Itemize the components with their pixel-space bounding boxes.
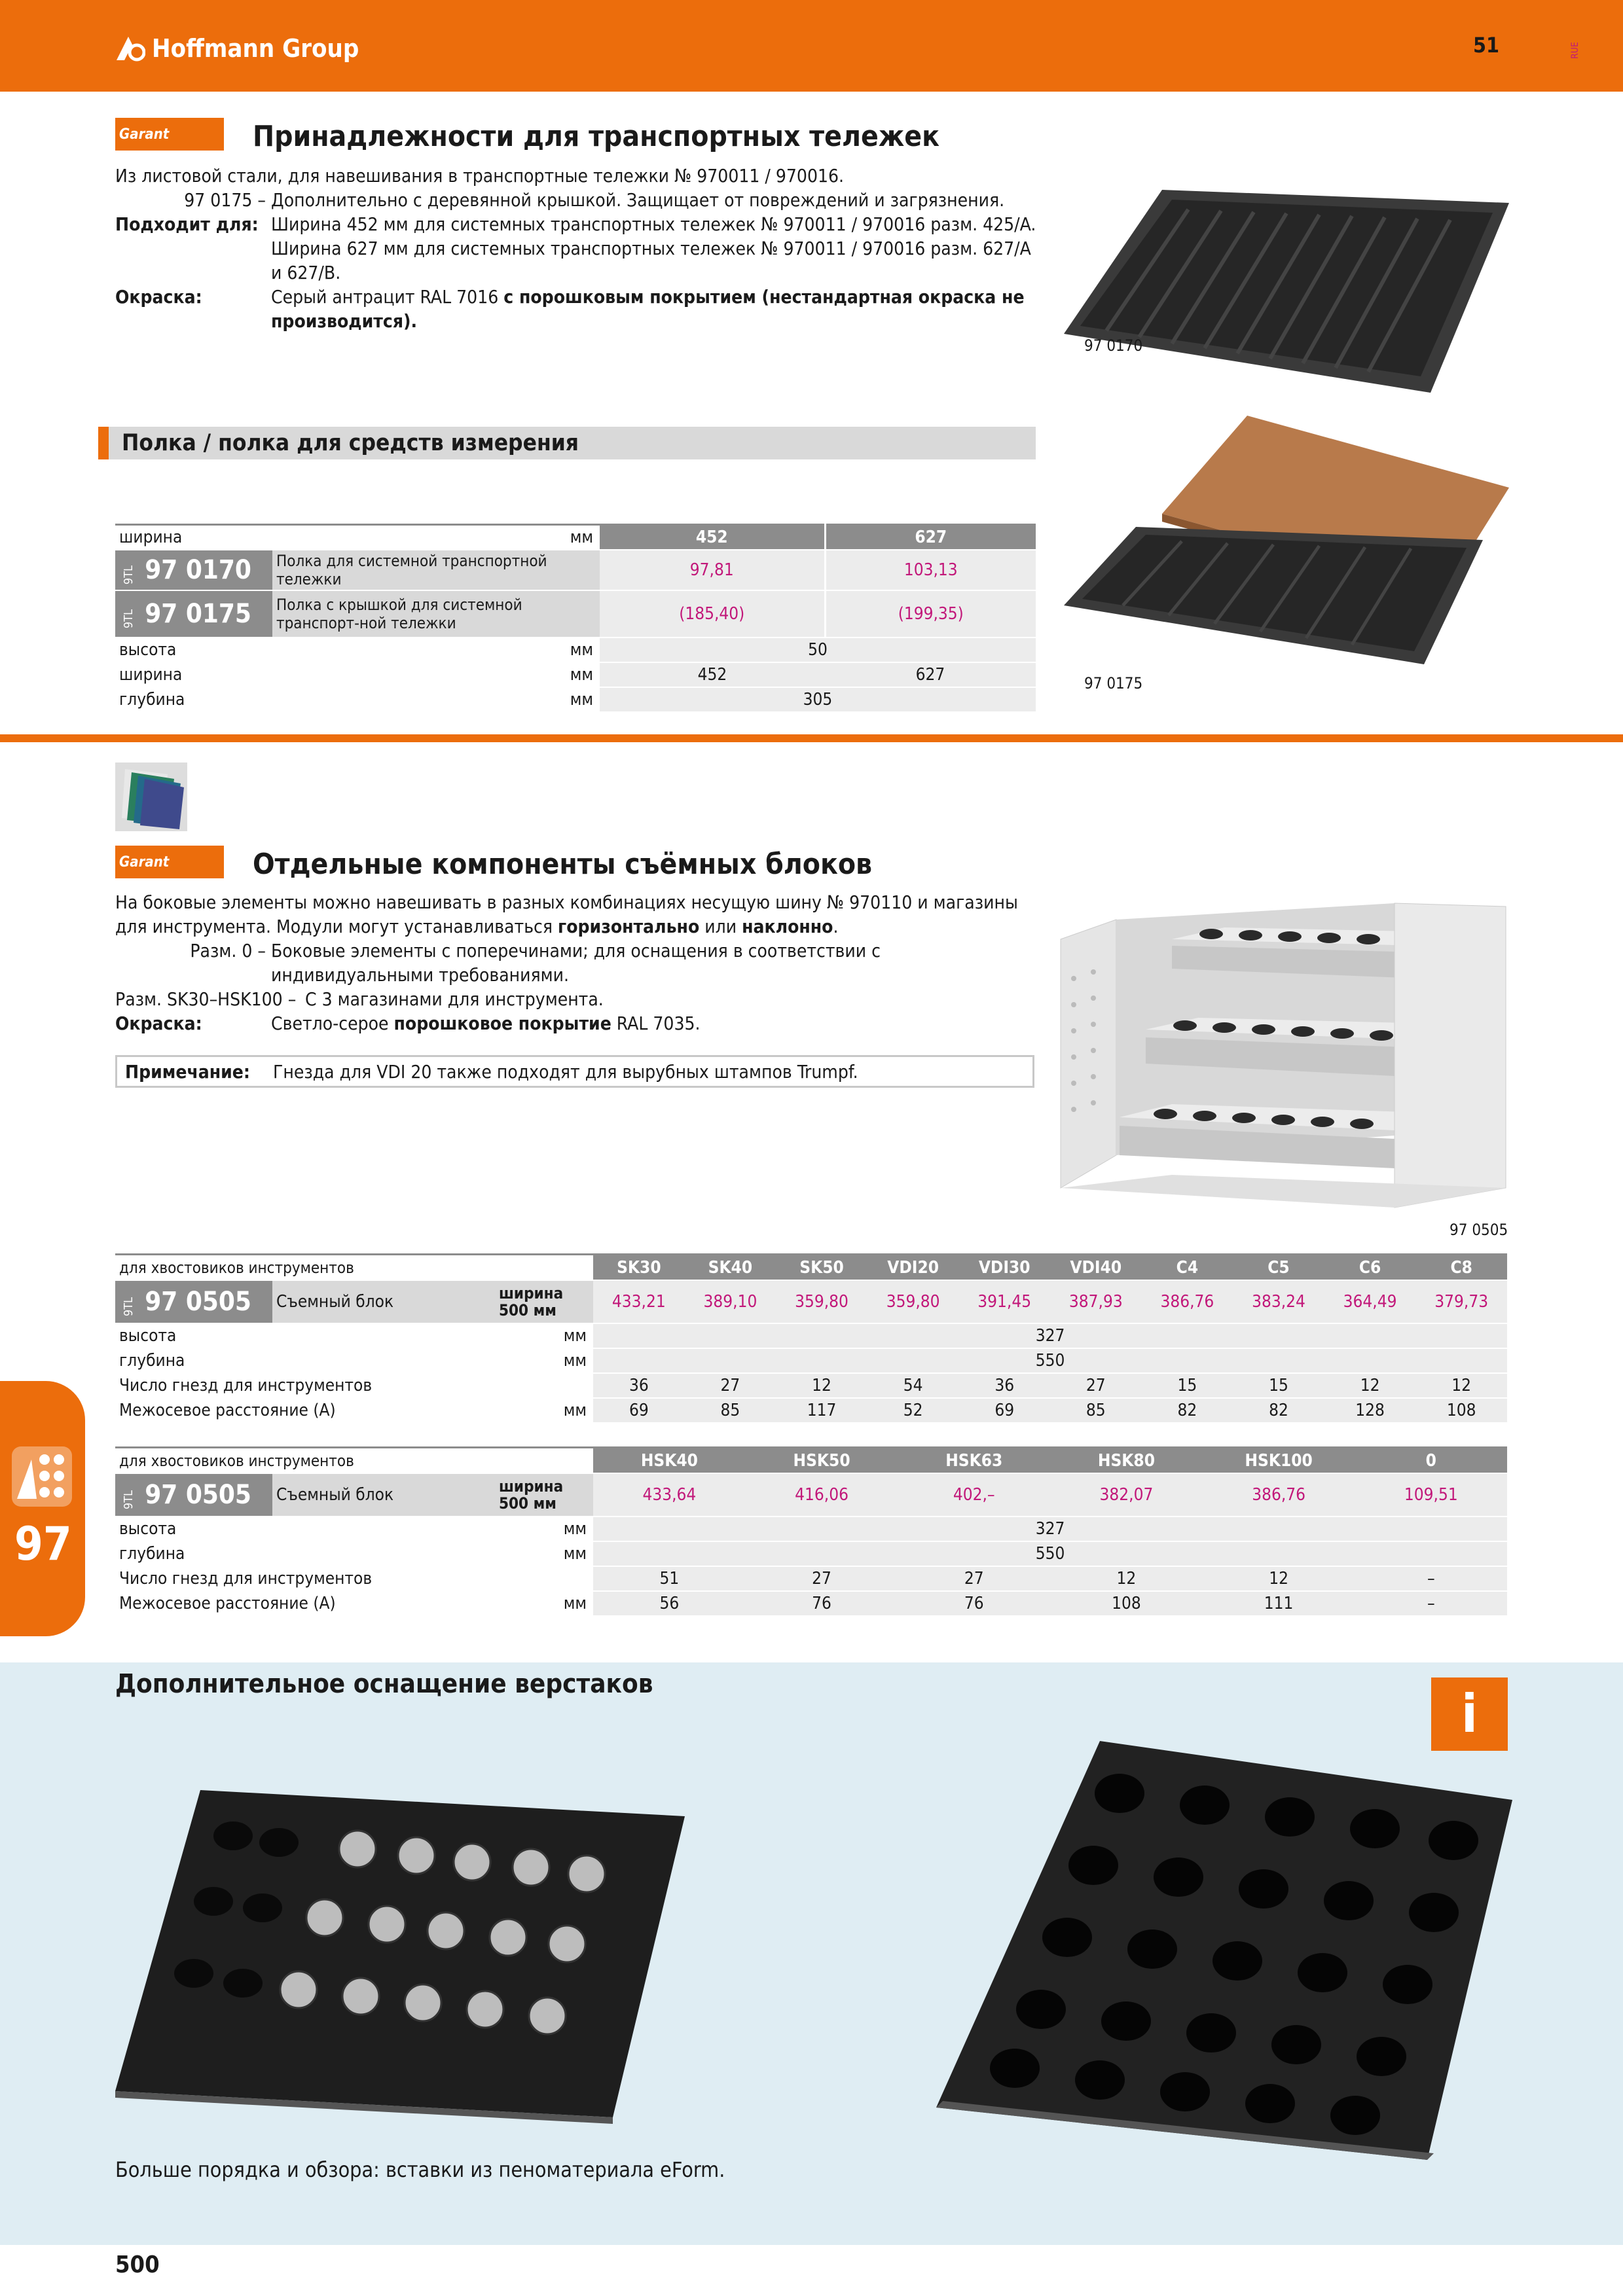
image-caption: 97 0175 (1084, 674, 1143, 692)
info-icon[interactable]: i (1431, 1677, 1508, 1751)
article-number: 9TL 97 0170 (115, 550, 272, 590)
tray-image (1057, 183, 1516, 399)
garant-badge: Garant (115, 118, 224, 151)
blocks-table-2: для хвостовиков инструментов HSK40 HSK50 HSK63 HSK80 HSK100 0 9TL 97 0505 Съемный блок ширина 500 мм 433,64 416,06 402,– 382,07 386,76 109,51 высота мм 327 глубина мм 550 Число гнезд для инструментов 51 27 27 12 12 – Межосевое расстояние (A) мм 56 76 76 108 111 – (115, 1448, 1507, 1617)
price: 402,– (898, 1473, 1050, 1516)
section2-title: Отдельные компоненты съёмных блоков (253, 848, 873, 881)
price: 433,64 (593, 1473, 746, 1516)
footer-page-number: 500 (115, 2251, 160, 2278)
garant-badge: Garant (115, 846, 224, 878)
color-swatch-icon (115, 762, 187, 831)
price: 103,13 (825, 550, 1036, 590)
chapter-number: 97 (14, 1517, 72, 1571)
section1-description: Из листовой стали, для навешивания в транспортные тележки № 970011 / 970016. 97 0175 – Дополнительно с деревянной крышкой. Защищает от повреждений и загрязнения. Подходит для: Ширина 452 мм для системных транспортных тележек № 970011 / 970016 разм. 425/A. Ширина 627 мм для системных транспортных тележек № 970011 / 970016 разм. 627/A и 627/B. Окраска: Серый антрацит RAL 7016 с порошковым покрытием (нестандартная окраска не производится). (115, 165, 1036, 332)
price: 386,76 (1203, 1473, 1355, 1516)
logo-icon (115, 35, 145, 62)
price: 382,07 (1050, 1473, 1203, 1516)
bottom-title: Дополнительное оснащение верстаков (115, 1669, 653, 1699)
article-number: 9TL 97 0505 (115, 1473, 272, 1516)
price: 359,80 (776, 1280, 867, 1323)
foam-insert-collets-image (115, 1790, 724, 2124)
price: 433,21 (593, 1280, 685, 1323)
section1-title: Принадлежности для транспортных тележек (253, 120, 939, 153)
price: 387,93 (1050, 1280, 1142, 1323)
tool-block-image (1054, 880, 1512, 1224)
price: 97,81 (600, 550, 825, 590)
article-number: 9TL 97 0505 (115, 1280, 272, 1323)
price: 364,49 (1324, 1280, 1416, 1323)
price: 391,45 (958, 1280, 1050, 1323)
price: 386,76 (1142, 1280, 1233, 1323)
price: (199,35) (825, 590, 1036, 637)
chapter-tab[interactable] (0, 1381, 85, 1636)
price: 383,24 (1233, 1280, 1324, 1323)
price: 379,73 (1415, 1280, 1507, 1323)
image-caption: 97 0505 (1450, 1221, 1508, 1239)
language-code: RUE (1570, 42, 1580, 59)
price: 389,10 (685, 1280, 776, 1323)
section-divider (0, 734, 1623, 742)
article-number: 9TL 97 0175 (115, 590, 272, 637)
price: 359,80 (867, 1280, 959, 1323)
shelf-table: ширина мм 452 627 9TL 97 0170 Полка для системной транспортной тележки 97,81 103,13 9TL 97 0175 Полка с крышкой для системной транспорт-ной тележки (185,40) (199,35) высота мм 50 ширина мм 452 627 глубина мм 305 (115, 524, 1036, 713)
note-box: Примечание: Гнезда для VDI 20 также подходят для вырубных штампов Trumpf. (115, 1055, 1034, 1088)
image-caption: 97 0170 (1084, 336, 1143, 355)
hoffmann-logo[interactable] (115, 34, 359, 63)
price: 109,51 (1355, 1473, 1507, 1516)
price: (185,40) (600, 590, 825, 637)
workshop-icon (12, 1446, 72, 1507)
section2-description: На боковые элементы можно навешивать в разных комбинациях несущую шину № 970110 и магазины для инструмента. Модули могут устанавливаться горизонтально или наклонно. Разм. 0 – Боковые элементы с поперечинами; для оснащения в соответствии с индивидуальными требованиями. Разм. SK30–HSK100 – С 3 магазинами для инструмента. Окраска: Светло-серое порошковое покрытие RAL 7035. (115, 891, 1018, 1034)
blocks-table-1: для хвостовиков инструментов SK30 SK40 SK50 VDI20 VDI30 VDI40 C4 C5 C6 C8 9TL 97 0505 Съемный блок ширина 500 мм 433,21 389,10 359,80 359,80 391,45 387,93 386,76 383,24 364,49 379,73 высота мм 327 глубина мм 550 Число гнезд для инструментов 36 27 12 54 36 27 15 15 12 12 Межосевое расстояние (A) мм 69 85 117 52 69 85 82 82 128 108 (115, 1255, 1507, 1424)
tray-with-lid-image (1057, 416, 1516, 671)
foam-insert-holes-image (930, 1741, 1519, 2160)
bottom-caption: Больше порядка и обзора: вставки из пеноматериала eForm. (115, 2157, 725, 2182)
page-number: 51 (1473, 33, 1500, 58)
section-bar: Полка / полка для средств измерения (98, 427, 1036, 459)
price: 416,06 (746, 1473, 898, 1516)
brand-name: Hoffmann Group (152, 34, 359, 63)
